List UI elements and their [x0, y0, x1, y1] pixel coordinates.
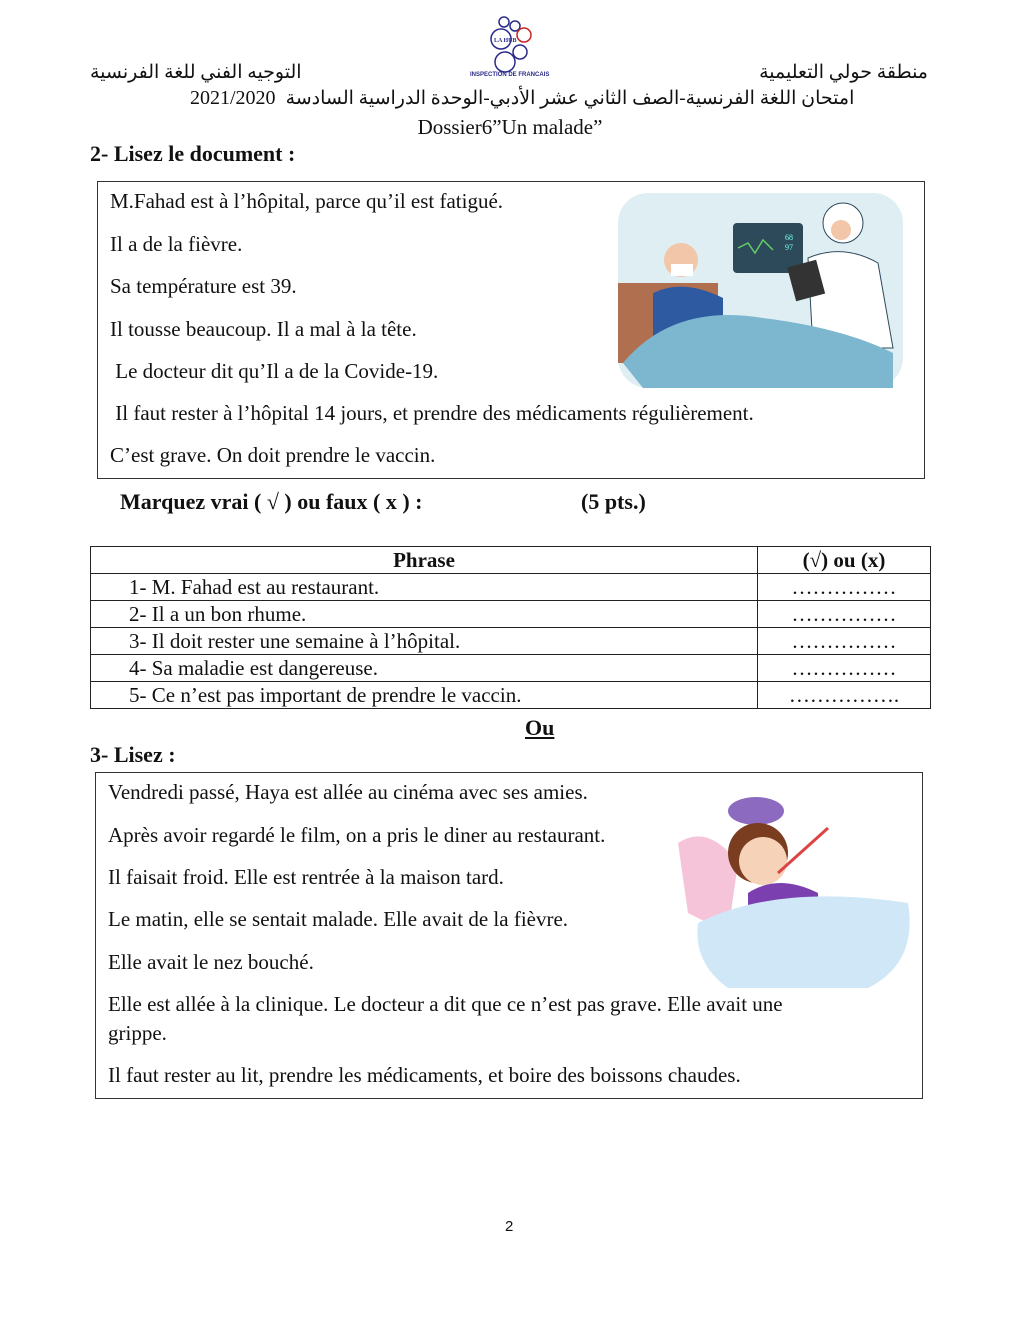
- doc-line: Sa température est 39.: [110, 274, 297, 298]
- doc-line: Il faut rester à l’hôpital 14 jours, et prendre des médicaments régulièrement.: [110, 401, 754, 425]
- doc-line: M.Fahad est à l’hôpital, parce qu’il est fatigué.: [110, 189, 504, 213]
- phrase-cell: 4- Sa maladie est dangereuse.: [91, 655, 758, 682]
- phrase-cell: 1- M. Fahad est au restaurant.: [91, 574, 758, 601]
- doc-line: Le docteur dit qu’Il a de la Covide-19.: [110, 359, 439, 383]
- dossier-title: Dossier6”Un malade”: [417, 115, 603, 139]
- svg-text:LA HUB: LA HUB: [494, 38, 517, 44]
- true-false-table: [90, 546, 931, 709]
- table-row: [91, 574, 931, 601]
- reading-line: Il faisait froid. Elle est rentrée à la maison tard.: [108, 865, 504, 889]
- answer-field[interactable]: ……………: [758, 628, 931, 655]
- reading-line: Elle avait le nez bouché.: [108, 950, 314, 974]
- table-row: [91, 655, 931, 682]
- table-header-row: [91, 547, 931, 574]
- column-header-answer: (√) ou (x): [758, 547, 931, 574]
- exam-title-arabic: امتحان اللغة الفرنسية-الصف الثاني عشر الأدبي-الوحدة الدراسية السادسة: [285, 88, 855, 109]
- hospital-illustration: [613, 188, 905, 393]
- section2-title: 2- Lisez le document :: [90, 141, 296, 166]
- header-left-arabic: التوجيه الفني للغة الفرنسية: [90, 62, 302, 83]
- answer-field[interactable]: ……………: [758, 601, 931, 628]
- reading-line: Elle est allée à la clinique. Le docteur a dit que ce n’est pas grave. Elle avait une: [108, 992, 783, 1016]
- table-row: [91, 628, 931, 655]
- logo-icon: [484, 14, 540, 74]
- phrase-cell: 2- Il a un bon rhume.: [91, 601, 758, 628]
- exam-title: [190, 87, 854, 110]
- doc-line: Il a de la fièvre.: [110, 232, 243, 256]
- exercise-points: (5 pts.): [581, 489, 646, 514]
- doc-line: Il tousse beaucoup. Il a mal à la tête.: [110, 317, 417, 341]
- phrase-cell: 3- Il doit rester une semaine à l’hôpital.: [91, 628, 758, 655]
- svg-text:68: 68: [785, 233, 793, 242]
- logo-caption: INSPECTION DE FRANCAIS: [470, 72, 550, 78]
- reading-line: Le matin, elle se sentait malade. Elle avait de la fièvre.: [108, 907, 569, 931]
- answer-field[interactable]: ……………: [758, 574, 931, 601]
- or-separator: Ou: [525, 715, 555, 740]
- reading-line: Vendredi passé, Haya est allée au cinéma avec ses amies.: [108, 780, 588, 804]
- column-header-phrase: Phrase: [91, 547, 758, 574]
- section3-title: 3- Lisez :: [90, 742, 176, 767]
- table-row: [91, 682, 931, 709]
- header-right-arabic: منطقة حولي التعليمية: [759, 62, 928, 83]
- table-row: [91, 601, 931, 628]
- reading-line: Il faut rester au lit, prendre les médicaments, et boire des boissons chaudes.: [108, 1063, 741, 1087]
- sick-girl-illustration: [668, 773, 921, 990]
- exercise-instruction: Marquez vrai ( √ ) ou faux ( x ) :: [120, 489, 423, 514]
- page-number: 2: [505, 1218, 514, 1235]
- svg-text:97: 97: [785, 243, 793, 252]
- answer-field[interactable]: ……………: [758, 655, 931, 682]
- reading-line: grippe.: [108, 1021, 167, 1045]
- phrase-cell: 5- Ce n’est pas important de prendre le vaccin.: [91, 682, 758, 709]
- doc-line: C’est grave. On doit prendre le vaccin.: [110, 443, 436, 467]
- exam-year: 2021/2020: [190, 87, 276, 109]
- reading-line: Après avoir regardé le film, on a pris le diner au restaurant.: [108, 823, 606, 847]
- answer-field[interactable]: …………….: [758, 682, 931, 709]
